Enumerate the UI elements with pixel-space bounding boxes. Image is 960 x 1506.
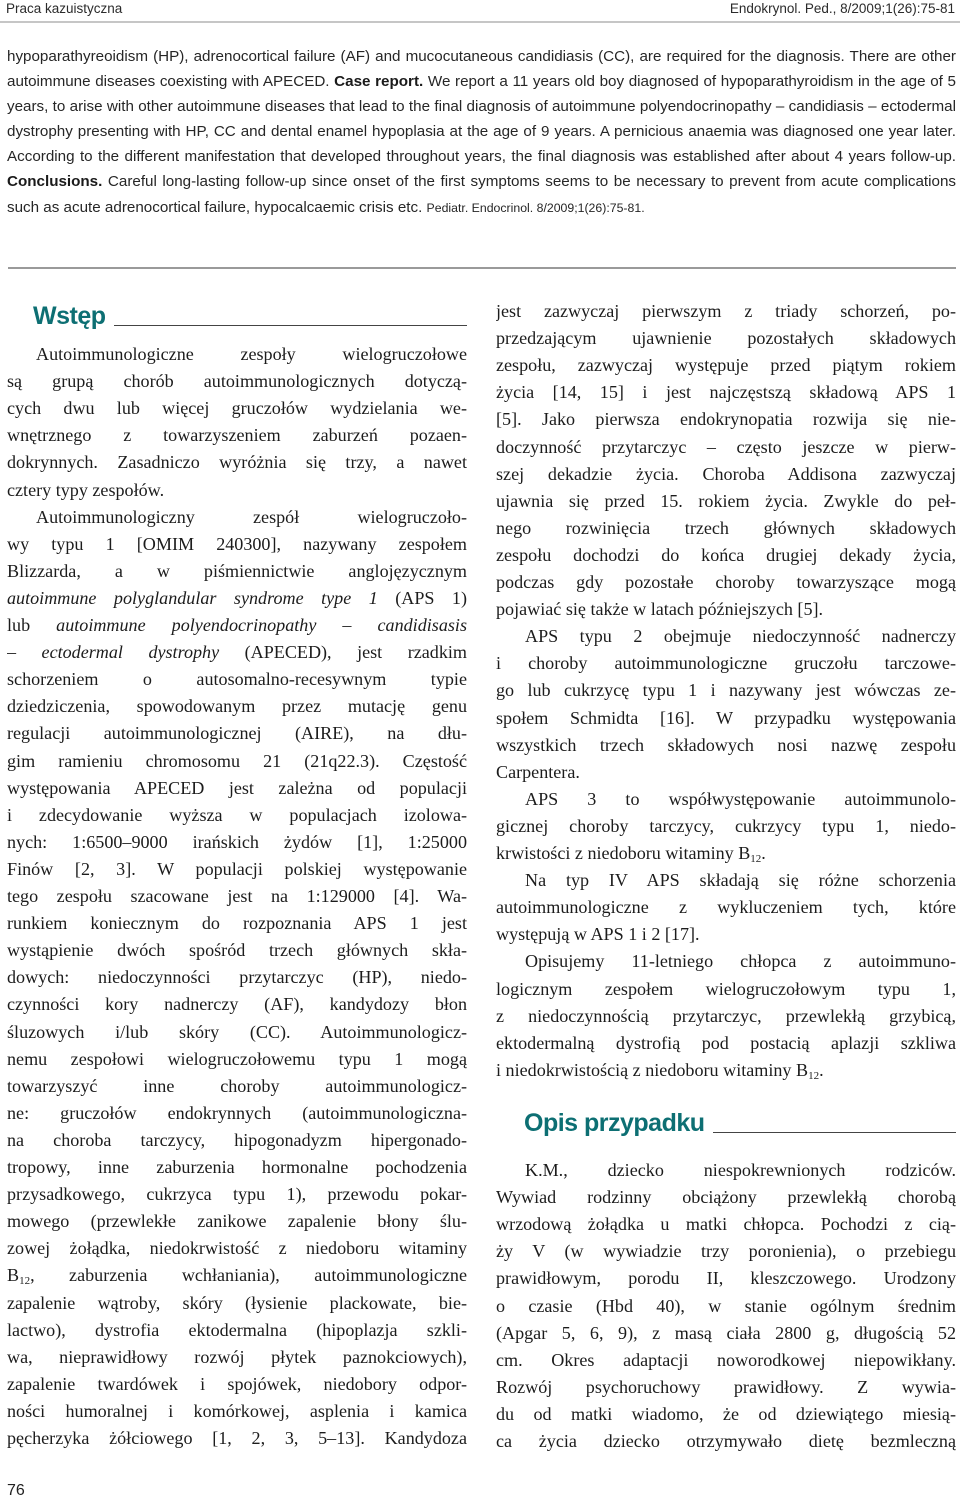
text-line: cztery typy zespołów. bbox=[7, 479, 165, 500]
heading-rule bbox=[713, 1132, 956, 1133]
text-line: cm. Okres adaptacji noworodkowej niepowikłany. bbox=[496, 1349, 956, 1370]
text-line: APS typu 2 obejmuje niedoczynność nadnerczy bbox=[525, 626, 956, 647]
text-line: zapalenie twardówek i spojówek, niedobory odpor- bbox=[7, 1373, 467, 1394]
abstract-case-label: Case report. bbox=[334, 73, 424, 91]
text-line: i choroby autoimmunologiczne gruczołu tarczowe- bbox=[496, 653, 956, 674]
text-line: są grupą chorób autoimmunologicznych dotyczą- bbox=[7, 371, 467, 392]
text-line: Wywiad rodzinny obciążony przewlekłą chorobą bbox=[496, 1187, 956, 1208]
text-line: APS 3 to współwystępowanie autoimmunolo- bbox=[525, 788, 956, 809]
text-line: prawidłowym, porodu II, kleszczowego. Urodzony bbox=[496, 1268, 956, 1289]
text-line: tropowy, inne zaburzenia hormonalne pochodzenia bbox=[7, 1157, 467, 1177]
text-line: dowych: niedoczynności przytarczyc (HP), niedo- bbox=[7, 967, 467, 988]
text-line: autoimmune polyglandular syndrome type 1 (APS 1) bbox=[7, 587, 467, 608]
abstract bbox=[7, 44, 956, 221]
text-line: występowania APECED jest zależna od populacji bbox=[7, 777, 467, 798]
text-line: pojawiać się także w latach późniejszych [5]. bbox=[496, 599, 824, 620]
text-line: zespołu, zazwyczaj występuje przed piątym rokiem bbox=[496, 355, 956, 376]
text-line: życia [14, 15] i jest najczęstszą składową APS 1 bbox=[496, 382, 956, 403]
case-title: Opis przypadku bbox=[524, 1109, 705, 1137]
text-line: lub autoimmune polyendocrinopathy – candidisasis bbox=[7, 615, 467, 635]
text-line: gim ramieniu chromosomu 21 (21q22.3). Częstość bbox=[7, 750, 467, 771]
text-line: Na typ IV APS składają się różne schorzenia bbox=[525, 870, 956, 891]
text-line: – ectodermal dystrophy (APECED), jest rzadkim bbox=[7, 642, 467, 663]
text-line: towarzyszyć inne choroby autoimmunologicz- bbox=[7, 1075, 467, 1096]
abstract-divider bbox=[8, 267, 956, 269]
text-line: wystąpienie dwóch spośród trzech głównych skła- bbox=[7, 940, 467, 961]
header-divider bbox=[0, 21, 960, 23]
text-line: podczas gdy pozostałe choroby towarzyszące mogą bbox=[496, 572, 956, 592]
text-line: Carpentera. bbox=[496, 761, 580, 782]
text-line: runkiem koniecznym do rozpoznania APS 1 jest bbox=[7, 913, 467, 934]
text-line: mowego (przewlekłe zanikowe zapalenie błony ślu- bbox=[7, 1211, 467, 1232]
text-line: społem Schmidta [16]. W przypadku występowania bbox=[496, 707, 956, 728]
text-line: zowej żołądka, niedokrwistość z niedoboru witaminy bbox=[7, 1238, 467, 1259]
text-line: wa, nieprawidłowy rozwój płytek paznokciowych), bbox=[7, 1346, 467, 1367]
text-line: lactwo), dystrofia ektodermalna (hipoplazja szkli- bbox=[7, 1319, 467, 1340]
journal-citation: Endokrynol. Ped., 8/2009;1(26):75-81 bbox=[729, 1, 955, 16]
text-line: występują w APS 1 i 2 [17]. bbox=[496, 924, 700, 945]
text-line: wszystkich trzech składowych nosi nazwę zespołu bbox=[496, 734, 956, 755]
text-line: ne: gruczołów endokrynnych (autoimmunologiczna- bbox=[7, 1102, 467, 1123]
text-line: schorzeniem o autosomalno-recesywnym typie bbox=[7, 669, 467, 690]
text-line: tego zespołu szacowane jest na 1:129000 [4]. Wa- bbox=[7, 886, 467, 906]
section-heading-case bbox=[524, 1104, 956, 1138]
text-line: gicznej choroby tarczycy, cukrzycy typu 1, niedo- bbox=[496, 815, 956, 836]
abstract-conclusions-label: Conclusions. bbox=[7, 173, 103, 191]
text-line: nych: 1:6500–9000 irańskich żydów [1], 1:25000 bbox=[7, 831, 467, 852]
text-line: Opisujemy 11-letniego chłopca z autoimmuno- bbox=[525, 951, 956, 972]
text-line: i niedokrwistością z niedoboru witaminy $B_{12}$. bbox=[496, 1059, 824, 1082]
text-line: zapalenie wątroby, skóry (łysienie plackowate, bie- bbox=[7, 1292, 467, 1313]
text-line: du od matki wiadomo, że od dziewiątego miesią- bbox=[496, 1403, 956, 1424]
text-line: i zdecydowanie wyższa w populacjach izolowa- bbox=[7, 804, 467, 825]
text-line: $B_{12}$, zaburzenia wchłaniania), autoimmunologiczne bbox=[7, 1265, 467, 1288]
page-number: 76 bbox=[7, 1482, 25, 1499]
text-line: go lub cukrzycę typu 1 i nazywany jest wówczas ze- bbox=[496, 680, 956, 701]
text-line: Finów [2, 3]. W populacji polskiej występowanie bbox=[7, 858, 467, 879]
text-line: (Apgar 5, 6, 9), z masą ciała 2800 g, długością 52 bbox=[496, 1322, 956, 1343]
abstract-case-text: We report a 11 years old boy diagnosed of hypoparathyroidism in the age of 5 years, to arise with other autoimmune diseases that lead to the final diagnosis of autoimmune polyendocrinopathy – candidiasis – ectodermal dystrophy presenting with HP, CC and dental enamel hypoplasia at the age of 9 years. A pernicious anaemia was diagnosed one year later. According to the different manifestation that developed throughout years, the final diagnosis was established after about 4 years follow-up. bbox=[7, 73, 956, 166]
text-line: K.M., dziecko niespokrewnionych rodziców. bbox=[525, 1160, 956, 1180]
text-line: z niedoczynnością przytarczyc, przewlekłą grzybicą, bbox=[496, 1005, 956, 1026]
text-line: ności humoralnej i komórkowej, asplenia i kamica bbox=[7, 1400, 467, 1421]
abstract-citation: Pediatr. Endocrinol. 8/2009;1(26):75-81. bbox=[426, 200, 645, 215]
text-line: nego rozwinięcia trzech głównych składowych bbox=[496, 517, 956, 538]
text-line: pęcherzyka żółciowego [1, 2, 3, 5–13]. Kandydoza bbox=[7, 1428, 467, 1448]
abstract-background: hypoparathyreoidism (HP), adrenocortical failure (AF) and mucocutaneous candidiasis (CC), are required for the diagnosis. There are other autoimmune diseases coexisting with APECED. bbox=[7, 48, 956, 91]
text-line: regulacji autoimmunologicznej (AIRE), na dłu- bbox=[7, 723, 467, 744]
text-line: śluzowych i/lub skóry (CC). Autoimmunologicz- bbox=[7, 1021, 467, 1042]
text-line: doczynność przytarczyc – często jeszcze w pierw- bbox=[496, 436, 956, 457]
text-line: ży V (w wywiadzie trzy poronienia), o przebiegu bbox=[496, 1241, 956, 1262]
text-line: ujawnia się przed 15. rokiem życia. Zwykle do peł- bbox=[496, 490, 956, 511]
text-line: Autoimmunologiczny zespół wielogruczoło- bbox=[36, 506, 467, 527]
text-line: przysadkowego, cukrzyca typu 1), przewodu pokar- bbox=[7, 1184, 467, 1205]
text-line: przedzającym ujawnienie pozostałych składowych bbox=[496, 328, 956, 349]
text-line: Rozwój psychoruchowy prawidłowy. Z wywia- bbox=[496, 1376, 956, 1397]
section-heading-introduction bbox=[33, 297, 467, 331]
text-line: jest zazwyczaj pierwszym z triady schorzeń, po- bbox=[496, 301, 956, 321]
text-line: [5]. Jako pierwsza endokrynopatia rozwija się nie- bbox=[496, 409, 956, 430]
text-line: zespołu dochodzi do końca drugiej dekady życia, bbox=[496, 544, 956, 565]
text-line: cych dwu lub więcej gruczołów wydzielania we- bbox=[7, 398, 467, 419]
introduction-title: Wstęp bbox=[33, 302, 106, 330]
text-line: ca życia dziecko otrzymywało dietę bezmleczną bbox=[496, 1431, 956, 1451]
text-line: autoimmunologiczne z wykluczeniem tych, które bbox=[496, 897, 956, 918]
text-line: Autoimmunologiczne zespoły wielogruczołowe bbox=[36, 344, 467, 364]
article-type: Praca kazuistyczna bbox=[6, 1, 123, 16]
heading-rule bbox=[114, 325, 468, 326]
abstract-conclusions-text: Careful long-lasting follow-up since onset of the first symptoms seems to be necessary to prevent from acute complications such as acute adrenocortical failure, hypocalcaemic crisis etc. bbox=[7, 173, 956, 216]
text-line: dziedziczenia, spowodowanym przez mutację genu bbox=[7, 696, 467, 717]
text-line: nemu zespołowi wielogruczołowemu typu 1 mogą bbox=[7, 1048, 467, 1069]
text-line: wrzodową żołądka u matki chłopca. Pochodzi z cią- bbox=[496, 1214, 956, 1235]
text-line: krwistości z niedoboru witaminy $B_{12}$. bbox=[496, 843, 766, 865]
text-line: wnętrznego z towarzyszeniem zaburzeń pozaen- bbox=[7, 425, 467, 446]
text-line: dokrynnych. Zasadniczo wyróżnia się trzy, a nawet bbox=[7, 452, 467, 473]
text-line: logicznym zespołem wielogruczołowym typu 1, bbox=[496, 978, 956, 999]
text-line: Blizzarda, a w piśmiennictwie anglojęzycznym bbox=[7, 560, 467, 581]
text-line: ektodermalną dystrofią pod postacią aplazji szkliwa bbox=[496, 1032, 956, 1053]
text-line: na choroba tarczycy, hipogonadyzm hipergonado- bbox=[7, 1129, 467, 1150]
text-line: szej dekadzie życia. Choroba Addisona zazwyczaj bbox=[496, 463, 956, 484]
text-line: o czasie (Hbd 40), w stanie ogólnym średnim bbox=[496, 1295, 956, 1316]
text-line: wy typu 1 [OMIM 240300], nazywany zespołem bbox=[7, 533, 467, 554]
text-line: czynności kory nadnerczy (AF), kandydozy błon bbox=[7, 994, 467, 1015]
